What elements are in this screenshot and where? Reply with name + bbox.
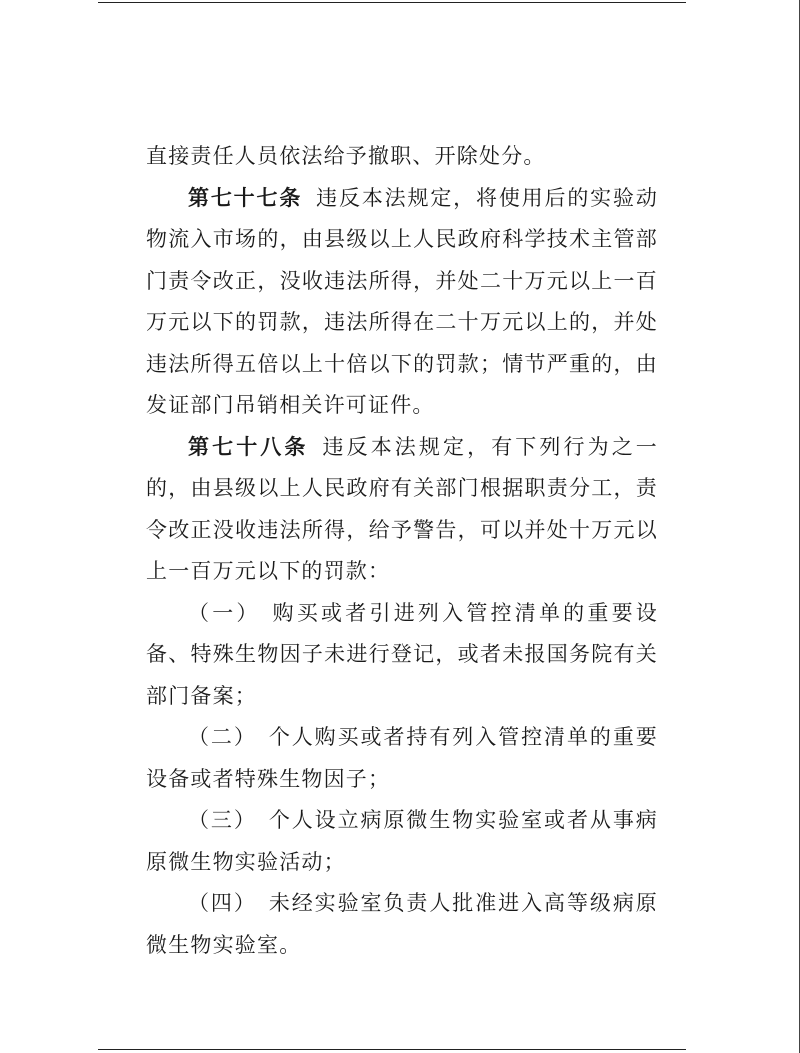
- item-number: （二）: [188, 725, 257, 749]
- article-text: 违反本法规定，将使用后的实验动物流入市场的，由县级以上人民政府科学技术主管部门责令改正，没收违法所得，并处二十万元以上一百万元以下的罚款，违法所得在二十万元以上的，并处违法所得五倍以上十倍以下的罚款；情节严重的，由发证部门吊销相关许可证件。: [146, 185, 659, 417]
- item-number: （三）: [188, 808, 257, 832]
- article-heading: 第七十七条: [188, 185, 303, 210]
- article-78: [146, 427, 658, 593]
- bottom-rule: [98, 1049, 686, 1050]
- top-rule: [98, 2, 686, 3]
- paragraph-continuation: [146, 136, 658, 178]
- article-text: 违反本法规定，有下列行为之一的，由县级以上人民政府有关部门根据职责分工，责令改正没收违法所得，给予警告，可以并处十万元以上一百万元以下的罚款：: [146, 434, 658, 583]
- list-item: [146, 883, 658, 966]
- item-number: （一）: [188, 600, 261, 625]
- item-text: 个人购买或者持有列入管控清单的重要设备或者特殊生物因子；: [146, 725, 658, 791]
- list-item: [146, 717, 658, 800]
- article-77: [146, 178, 658, 427]
- article-heading: 第七十八条: [188, 434, 309, 459]
- list-item: [146, 593, 658, 718]
- item-number: （四）: [188, 891, 257, 915]
- item-text: 个人设立病原微生物实验室或者从事病原微生物实验活动；: [146, 808, 658, 874]
- document-body: [146, 136, 658, 966]
- item-text: 购买或者引进列入管控清单的重要设备、特殊生物因子未进行登记，或者未报国务院有关部门备案；: [146, 600, 658, 708]
- paragraph-text: 直接责任人员依法给予撤职、开除处分。: [146, 144, 546, 168]
- list-item: [146, 800, 658, 883]
- item-text: 未经实验室负责人批准进入高等级病原微生物实验室。: [146, 891, 658, 957]
